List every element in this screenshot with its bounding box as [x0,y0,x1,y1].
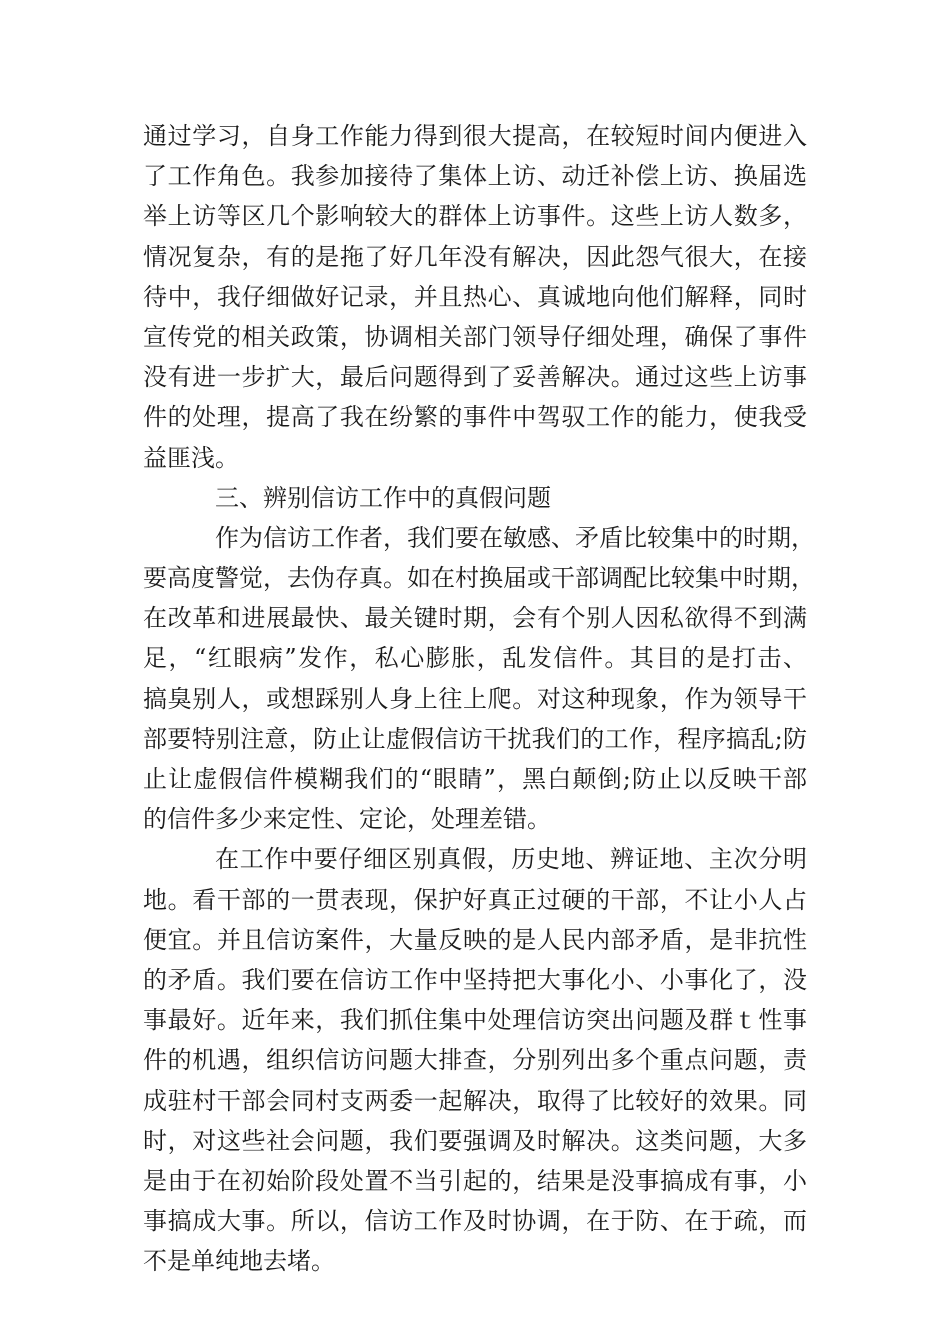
paragraph-2-line-4: 足，“红眼病”发作，私心膨胀，乱发信件。其目的是打击、 [143,644,807,673]
paragraph-3-line-11: 不是单纯地去堵。 [143,1247,335,1276]
paragraph-1-line-5: 待中，我仔细做好记录，并且热心、真诚地向他们解释，同时 [143,282,807,311]
paragraph-1-line-6: 宣传党的相关政策，协调相关部门领导仔细处理，确保了事件 [143,322,807,351]
paragraph-1-line-7: 没有进一步扩大，最后问题得到了妥善解决。通过这些上访事 [143,363,807,392]
paragraph-3-line-2: 地。看干部的一贯表现，保护好真正过硬的干部，不让小人占 [143,885,807,914]
paragraph-2-line-5: 搞臭别人，或想踩别人身上往上爬。对这种现象，作为领导干 [143,684,807,713]
paragraph-1-line-9: 益匪浅。 [143,443,239,472]
paragraph-3-line-7: 成驻村干部会同村支两委一起解决，取得了比较好的效果。同 [143,1086,807,1115]
document-body [143,116,815,1281]
paragraph-1-line-4: 情况复杂，有的是拖了好几年没有解决，因此怨气很大，在接 [143,242,807,271]
paragraph-3-line-4: 的矛盾。我们要在信访工作中坚持把大事化小、小事化了，没 [143,965,807,994]
paragraph-2-line-3: 在改革和进展最快、最关键时期，会有个别人因私欲得不到满 [143,604,807,633]
paragraph-3-line-10: 事搞成大事。所以，信访工作及时协调，在于防、在于疏，而 [143,1207,807,1236]
paragraph-2-line-6: 部要特别注意，防止让虚假信访干扰我们的工作，程序搞乱;防 [143,724,807,753]
paragraph-2-line-7: 止让虚假信件模糊我们的“眼睛”，黑白颠倒;防止以反映干部 [143,765,807,793]
paragraph-1-line-8: 件的处理，提高了我在纷繁的事件中驾驭工作的能力，使我受 [143,403,807,432]
paragraph-1-line-3: 举上访等区几个影响较大的群体上访事件。这些上访人数多， [143,202,807,231]
paragraph-2-line-8: 的信件多少来定性、定论，处理差错。 [143,805,551,834]
paragraph-1-line-2: 了工作角色。我参加接待了集体上访、动迁补偿上访、换届选 [143,162,807,191]
paragraph-3-line-6: 件的机遇，组织信访问题大排查，分别列出多个重点问题，责 [143,1046,807,1075]
paragraph-1-line-1: 通过学习，自身工作能力得到很大提高，在较短时间内便进入 [143,122,807,150]
paragraph-2-line-1: 作为信访工作者，我们要在敏感、矛盾比较集中的时期， [215,523,815,552]
paragraph-3-line-9: 是由于在初始阶段处置不当引起的，结果是没事搞成有事，小 [143,1166,807,1195]
paragraph-3-line-3: 便宜。并且信访案件，大量反映的是人民内部矛盾，是非抗性 [143,925,807,954]
paragraph-2-line-2: 要高度警觉，去伪存真。如在村换届或干部调配比较集中时期， [143,564,815,593]
paragraph-3-line-1: 在工作中要仔细区别真假，历史地、辨证地、主次分明 [215,845,807,874]
section-heading-3: 三、辨别信访工作中的真假问题 [215,483,551,512]
paragraph-3-line-8: 时，对这些社会问题，我们要强调及时解决。这类问题，大多 [143,1126,807,1155]
paragraph-3-line-5: 事最好。近年来，我们抓住集中处理信访突出问题及群ｔ性事 [143,1006,807,1035]
